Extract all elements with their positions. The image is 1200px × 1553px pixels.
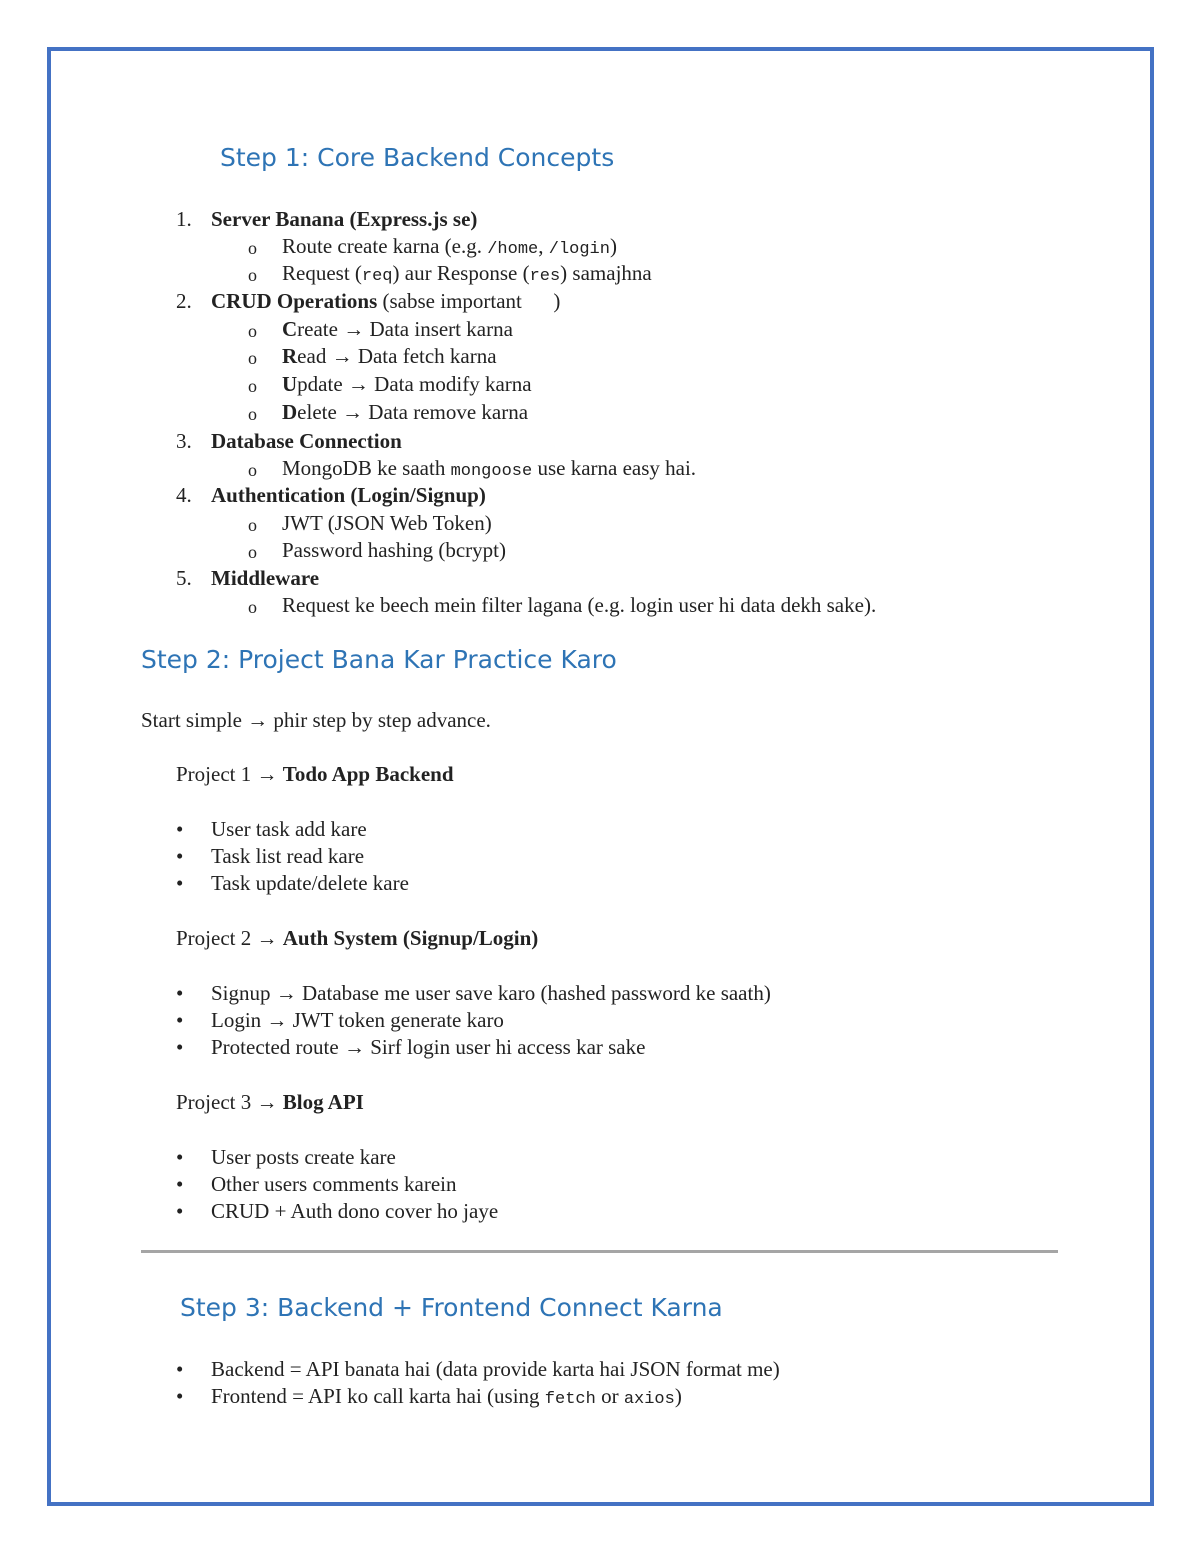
horizontal-rule [141,1250,1058,1253]
list-item: CRUD + Auth dono cover ho jaye [211,1199,499,1223]
item-title: Server Banana (Express.js se) [211,207,478,231]
sub-marker: o [248,542,257,562]
item-title: Middleware [211,566,320,590]
sub-item: MongoDB ke saath mongoose use karna easy hai. [282,456,697,481]
step3-heading: Step 3: Backend + Frontend Connect Karna [180,1293,723,1322]
step1-heading: Step 1: Core Backend Concepts [220,143,615,172]
item-number: 2. [176,289,192,313]
sub-item: Password hashing (bcrypt) [282,538,506,562]
bullet: • [176,1035,184,1059]
sub-item: Request (req) aur Response (res) samajhna [282,261,652,286]
list-item: Protected route → Sirf login user hi access kar sake [211,1035,646,1059]
item-title: CRUD Operations (sabse important ) [211,289,561,313]
project-title: Project 3 → Blog API [176,1090,364,1114]
item-number: 4. [176,483,192,507]
list-item: User posts create kare [211,1145,396,1169]
sub-marker: o [248,348,257,368]
sub-item: Delete → Data remove karna [282,400,529,424]
bullet: • [176,871,184,895]
bullet: • [176,817,184,841]
list-item: Frontend = API ko call karta hai (using fetch or axios) [211,1384,682,1409]
bullet: • [176,1384,184,1408]
bullet: • [176,1008,184,1032]
sub-marker: o [248,265,257,285]
project-title: Project 1 → Todo App Backend [176,762,454,786]
sub-marker: o [248,321,257,341]
sub-marker: o [248,376,257,396]
step2-heading: Step 2: Project Bana Kar Practice Karo [141,645,617,674]
list-item: Signup → Database me user save karo (hashed password ke saath) [211,981,771,1005]
sub-item: Update → Data modify karna [282,372,532,396]
item-number: 5. [176,566,192,590]
list-item: Login → JWT token generate karo [211,1008,504,1032]
step2-intro: Start simple → phir step by step advance. [141,708,491,732]
sub-marker: o [248,238,257,258]
item-title: Authentication (Login/Signup) [211,483,486,507]
list-item: Other users comments karein [211,1172,457,1196]
sub-item: Create → Data insert karna [282,317,513,341]
bullet: • [176,1199,184,1223]
item-number: 3. [176,429,192,453]
sub-marker: o [248,404,257,424]
sub-item: Read → Data fetch karna [282,344,497,368]
list-item: Task list read kare [211,844,365,868]
project-title: Project 2 → Auth System (Signup/Login) [176,926,539,950]
item-title: Database Connection [211,429,402,453]
bullet: • [176,844,184,868]
bullet: • [176,1172,184,1196]
item-number: 1. [176,207,192,231]
bullet: • [176,1357,184,1381]
sub-marker: o [248,597,257,617]
sub-item: JWT (JSON Web Token) [282,511,492,535]
list-item: Backend = API banata hai (data provide karta hai JSON format me) [211,1357,780,1381]
bullet: • [176,1145,184,1169]
list-item: User task add kare [211,817,367,841]
sub-item: Request ke beech mein filter lagana (e.g. login user hi data dekh sake). [282,593,877,617]
list-item: Task update/delete kare [211,871,409,895]
sub-item: Route create karna (e.g. /home, /login) [282,234,617,259]
sub-marker: o [248,515,257,535]
bullet: • [176,981,184,1005]
sub-marker: o [248,460,257,480]
